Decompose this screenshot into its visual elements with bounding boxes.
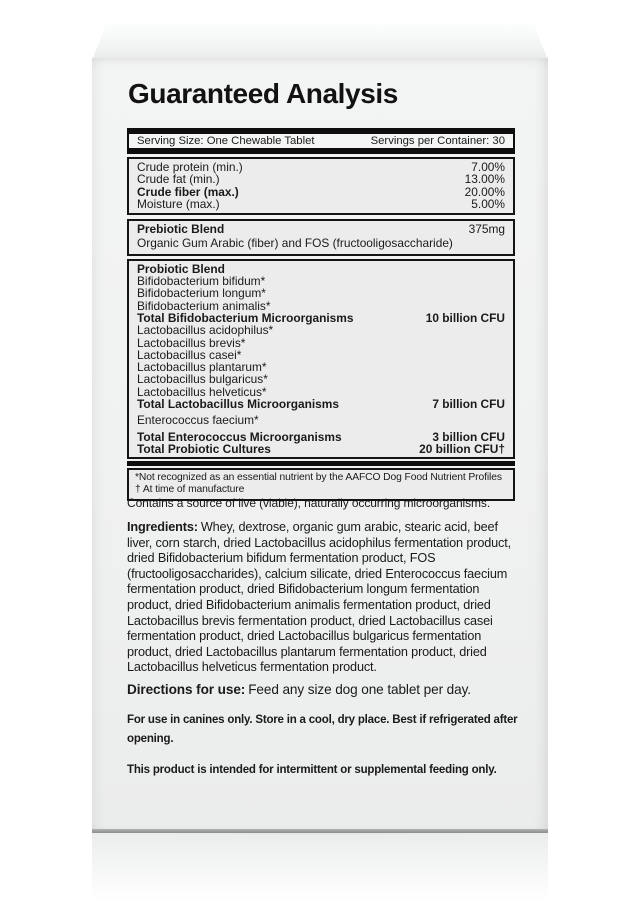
directions-label: Directions for use:	[127, 682, 246, 697]
total-value: 3 billion CFU	[432, 429, 505, 444]
total-label: Total Bifidobacterium Microorganisms	[137, 310, 354, 325]
nutrient-value: 7.00%	[471, 160, 505, 174]
nutrient-row	[137, 173, 505, 185]
prebiotic-blend-box	[127, 219, 515, 256]
total-label: Total Lactobacillus Microorganisms	[137, 397, 339, 412]
box-front-panel	[92, 58, 548, 829]
ingredients-text: Whey, dextrose, organic gum arabic, stearic acid, beef liver, corn starch, dried Lactobacillus acidophilus fermentation product, dried Bifidobacterium bifidum fermentation product, FOS (fructooligosaccharides), calcium silicate, dried Enterococcus faecium fermentation product, dried Bifidobacterium longum fermentation product, dried Bifidobacterium animalis fermentation product, dried Lactobacillus brevis fermentation product, dried Lactobacillus casei fermentation product, dried Lactobacillus bulgaricus fermentation product, dried Lactobacillus plantarum fermentation product, dried Lactobacillus helveticus fermentation product.	[127, 520, 511, 675]
nutrient-value: 13.00%	[464, 172, 505, 187]
contains-note: Contains a source of live (viable), naturally occurring microorganisms.	[127, 496, 491, 510]
servings-per-container-text: Servings per Container: 30	[370, 135, 505, 147]
nutrient-label: Crude fat (min.)	[137, 172, 220, 187]
probiotic-strain: Bifidobacterium longum*	[137, 286, 266, 301]
divider-bar-serving	[127, 148, 515, 154]
probiotic-strain: Enterococcus faecium*	[137, 413, 259, 428]
nutrient-label: Crude protein (min.)	[137, 160, 243, 174]
total-probiotic-cultures-row	[137, 443, 505, 455]
footnote-manufacture: † At time of manufacture	[135, 484, 245, 496]
directions-line	[127, 682, 567, 697]
prebiotic-name: Prebiotic Blend	[137, 222, 225, 237]
probiotic-strain: Bifidobacterium bifidum*	[137, 274, 266, 289]
prebiotic-header-row	[137, 223, 505, 237]
probiotic-strain: Lactobacillus helveticus*	[137, 384, 267, 399]
guaranteed-analysis-table	[127, 128, 515, 501]
box-bottom-edge	[92, 829, 548, 833]
ingredients-paragraph	[127, 520, 525, 676]
total-value: 7 billion CFU	[432, 397, 505, 412]
probiotic-strain: Lactobacillus brevis*	[137, 335, 246, 350]
probiotic-blend-box	[127, 259, 515, 459]
box-top-flap	[92, 24, 548, 60]
serving-size-text: Serving Size: One Chewable Tablet	[137, 135, 315, 147]
total-value: 10 billion CFU	[425, 310, 505, 325]
feeding-note: This product is intended for intermittent or supplemental feeding only.	[127, 764, 497, 776]
total-label: Total Probiotic Cultures	[137, 441, 271, 456]
serving-row	[127, 134, 515, 148]
total-label: Total Enterococcus Microorganisms	[137, 429, 342, 444]
footnote-aafco: *Not recognized as an essential nutrient by the AAFCO Dog Food Nutrient Profiles	[135, 472, 502, 484]
probiotic-strain: Bifidobacterium animalis*	[137, 298, 271, 313]
nutrients-box	[127, 157, 515, 215]
page-title: Guaranteed Analysis	[128, 78, 398, 109]
probiotic-name: Probiotic Blend	[137, 261, 225, 276]
probiotic-strain: Lactobacillus casei*	[137, 347, 242, 362]
probiotic-strain: Lactobacillus acidophilus*	[137, 323, 274, 338]
nutrient-row	[137, 198, 505, 210]
nutrient-label: Moisture (max.)	[137, 196, 220, 211]
total-lactobacillus-row	[137, 398, 505, 410]
total-value: 20 billion CFU†	[419, 441, 505, 456]
nutrient-value: 20.00%	[464, 184, 505, 199]
prebiotic-description: Organic Gum Arabic (fiber) and FOS (fructooligosaccharide)	[137, 235, 453, 250]
box-reflection	[92, 833, 548, 914]
nutrient-label: Crude fiber (max.)	[137, 184, 239, 199]
nutrient-value: 5.00%	[471, 196, 505, 211]
storage-note: For use in canines only. Store in a cool, dry place. Best if refrigerated after opening.	[127, 714, 518, 745]
directions-text: Feed any size dog one tablet per day.	[248, 682, 471, 697]
divider-bar-bottom	[127, 461, 515, 466]
prebiotic-value: 375mg	[468, 222, 505, 237]
probiotic-strain: Lactobacillus bulgaricus*	[137, 372, 268, 387]
probiotic-strain: Lactobacillus plantarum*	[137, 360, 267, 375]
ingredients-label: Ingredients:	[127, 520, 198, 534]
